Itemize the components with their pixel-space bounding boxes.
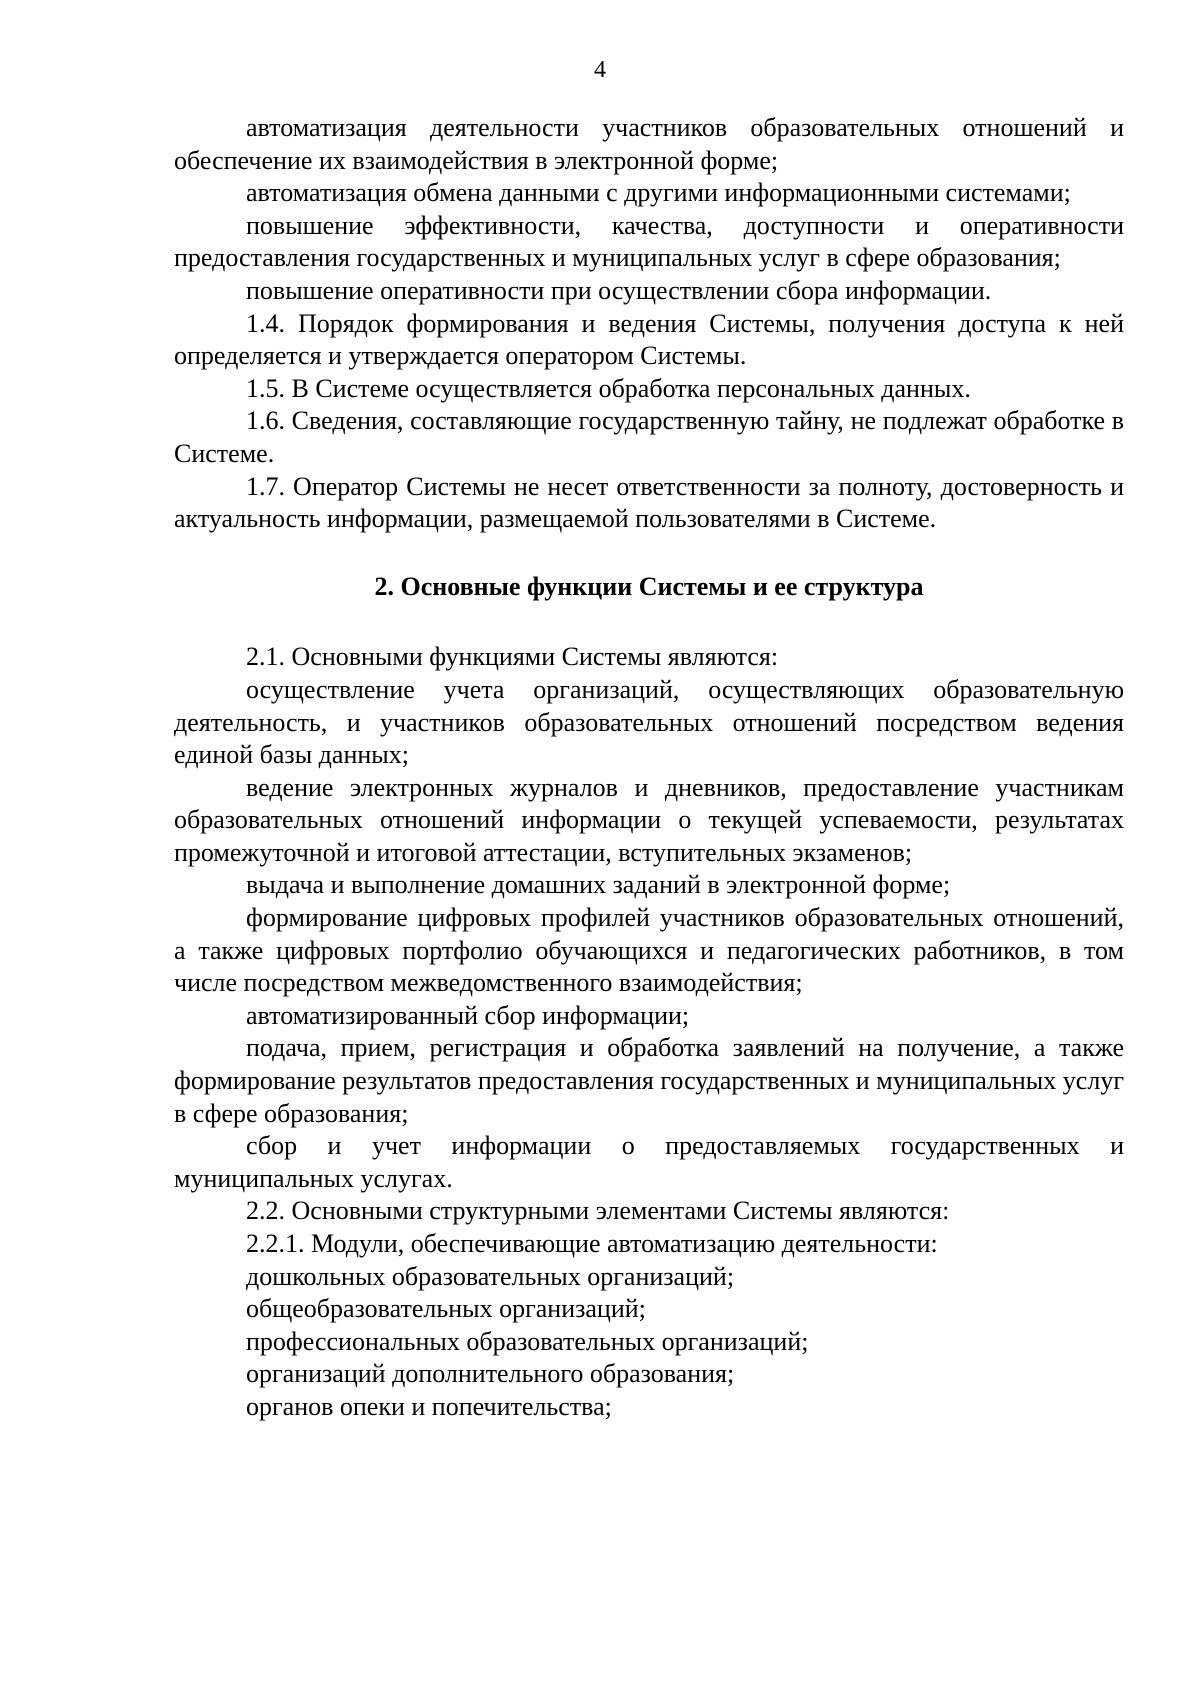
paragraph: 1.6. Сведения, составляющие государственную тайну, не подлежат обработке в Системе. — [174, 406, 1124, 468]
paragraph: подача, прием, регистрация и обработка заявлений на получение, а также формирование результатов предоставления государственных и муниципальных услуг в сфере образования; — [174, 1033, 1124, 1128]
list-item: профессиональных образовательных организаций; — [246, 1326, 809, 1356]
paragraph: 1.5. В Системе осуществляется обработка персональных данных. — [246, 373, 971, 403]
paragraph: 2.2.1. Модули, обеспечивающие автоматизацию деятельности: — [246, 1229, 938, 1258]
paragraph: 2.1. Основными функциями Системы являются: — [246, 642, 779, 672]
section-heading: 2. Основные функции Системы и ее структура — [374, 571, 924, 601]
page-number: 4 — [594, 57, 606, 83]
document-body — [174, 112, 1124, 1424]
paragraph: осуществление учета организаций, осуществляющих образовательную деятельность, и участников образовательных отношений посредством ведения единой базы данных; — [174, 674, 1124, 770]
paragraph: сбор и учет информации о предоставляемых государственных и муниципальных услугах. — [174, 1131, 1124, 1193]
paragraph: автоматизация обмена данными с другими информационными системами; — [246, 178, 1071, 208]
paragraph: выдача и выполнение домашних заданий в электронной форме; — [246, 870, 951, 900]
paragraph: автоматизированный сбор информации; — [246, 1000, 690, 1030]
paragraph: повышение эффективности, качества, доступности и оперативности предоставления государственных и муниципальных услуг в сфере образования; — [174, 210, 1124, 273]
paragraph: 2.2. Основными структурными элементами Системы являются: — [246, 1196, 950, 1226]
list-item: общеобразовательных организаций; — [246, 1294, 646, 1324]
paragraph: 1.4. Порядок формирования и ведения Системы, получения доступа к ней определяется и утверждается оператором Системы. — [174, 308, 1124, 371]
list-item: органов опеки и попечительства; — [246, 1391, 612, 1421]
list-item: дошкольных образовательных организаций; — [246, 1261, 735, 1291]
paragraph: ведение электронных журналов и дневников, предоставление участникам образовательных отношений информации о текущей успеваемости, результатах промежуточной и итоговой аттестации, вступительных экзаменов; — [174, 772, 1124, 867]
paragraph: формирование цифровых профилей участников образовательных отношений, а также цифровых портфолио обучающихся и педагогических работников, в том числе посредством межведомственного взаимодействия; — [174, 903, 1124, 998]
paragraph: автоматизация деятельности участников образовательных отношений и обеспечение их взаимодействия в электронной форме; — [174, 113, 1124, 175]
list-item: организаций дополнительного образования; — [246, 1359, 735, 1389]
paragraph: повышение оперативности при осуществлении сбора информации. — [246, 275, 992, 305]
paragraph: 1.7. Оператор Системы не несет ответственности за полноту, достоверность и актуальность информации, размещаемой пользователями в Системе. — [174, 471, 1124, 534]
